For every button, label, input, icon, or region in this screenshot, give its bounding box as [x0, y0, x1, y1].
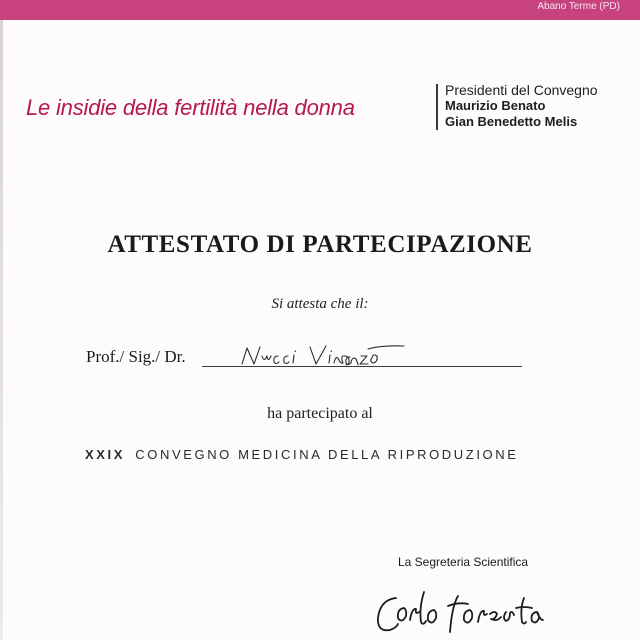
event-location: Abano Terme (PD): [537, 1, 620, 12]
certificate-title: ATTESTATO DI PARTECIPAZIONE: [107, 231, 533, 258]
congress-line: [85, 447, 519, 462]
handwritten-signature: [374, 586, 574, 640]
participated-text: ha partecipato al: [267, 405, 373, 422]
name-prefix: Prof./ Sig./ Dr.: [86, 347, 186, 366]
attest-text: Si attesta che il:: [271, 296, 369, 312]
president-name: Gian Benedetto Melis: [445, 114, 578, 129]
president-name: Maurizio Benato: [445, 98, 546, 113]
handwritten-participant-name: [238, 342, 408, 372]
congress-number: XXIX: [85, 447, 126, 462]
presidents-title: Presidenti del Convegno: [445, 82, 598, 98]
header-divider: [436, 84, 438, 130]
event-title: Le insidie della fertilità nella donna: [26, 95, 355, 120]
page-edge: [0, 20, 3, 640]
header-band: [0, 0, 640, 20]
congress-name: CONVEGNO MEDICINA DELLA RIPRODUZIONE: [135, 447, 519, 462]
secretariat-label: La Segreteria Scientifica: [398, 555, 529, 569]
presidents-block: [445, 82, 598, 130]
